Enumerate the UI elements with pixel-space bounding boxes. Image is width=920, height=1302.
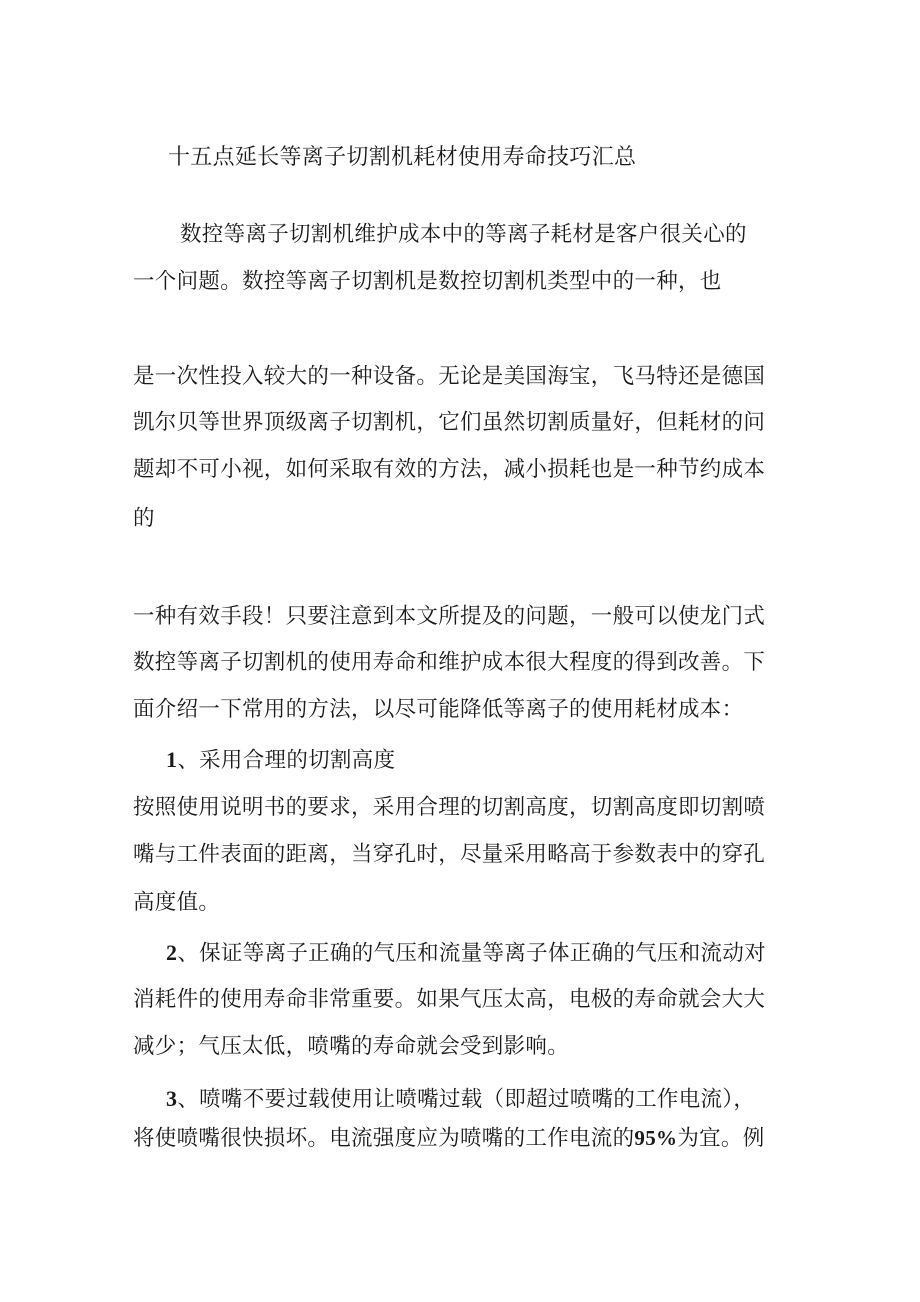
paragraph-line: 消耗件的使用寿命非常重要。如果气压太高，电极的寿命就会大大 (133, 987, 766, 1012)
section-number: 2 (166, 940, 178, 965)
paragraph-line: 的 (133, 506, 155, 531)
paragraph-line: 数控等离子切割机维护成本中的等离子耗材是客户很关心的 (180, 222, 747, 247)
document-title: 十五点延长等离子切割机耗材使用寿命技巧汇总 (168, 145, 637, 170)
section-number: 1 (166, 747, 178, 772)
line-text: 将使喷嘴很快损坏。电流强度应为喷嘴的工作电流的 (133, 1126, 635, 1151)
percent-value: 95% (634, 1126, 678, 1150)
line-text: 为宜。例 (677, 1126, 765, 1151)
paragraph-line: 嘴与工件表面的距离，当穿孔时，尽量采用略高于参数表中的穿孔 (133, 842, 766, 867)
paragraph-line: 减少；气压太低，喷嘴的寿命就会受到影响。 (133, 1034, 570, 1059)
paragraph-line: 面介绍一下常用的方法，以尽可能降低等离子的使用耗材成本： (133, 697, 744, 722)
section-number: 3 (166, 1086, 178, 1111)
section-heading-1 (166, 746, 395, 775)
paragraph-line: 凯尔贝等世界顶级离子切割机，它们虽然切割质量好，但耗材的问 (133, 410, 766, 435)
section-heading-2 (166, 939, 766, 968)
paragraph-line: 一个问题。数控等离子切割机是数控切割机类型中的一种，也 (133, 269, 722, 294)
paragraph-line (133, 1124, 765, 1153)
paragraph-line: 数控等离子切割机的使用寿命和维护成本很大程度的得到改善。下 (133, 650, 766, 675)
paragraph-line: 高度值。 (133, 890, 221, 915)
section-text: 、采用合理的切割高度 (177, 748, 396, 773)
paragraph-line: 按照使用说明书的要求，采用合理的切割高度，切割高度即切割喷 (133, 795, 766, 820)
paragraph-line: 题却不可小视，如何采取有效的方法，减小损耗也是一种节约成本 (133, 457, 766, 482)
section-heading-3 (166, 1085, 755, 1114)
paragraph-line: 一种有效手段！只要注意到本文所提及的问题，一般可以使龙门式 (133, 604, 766, 629)
paragraph-line: 是一次性投入较大的一种设备。无论是美国海宝，飞马特还是德国 (133, 364, 766, 389)
section-text: 、保证等离子正确的气压和流量等离子体正确的气压和流动对 (177, 941, 766, 966)
section-text: 、喷嘴不要过载使用让喷嘴过载（即超过喷嘴的工作电流）， (177, 1087, 756, 1112)
